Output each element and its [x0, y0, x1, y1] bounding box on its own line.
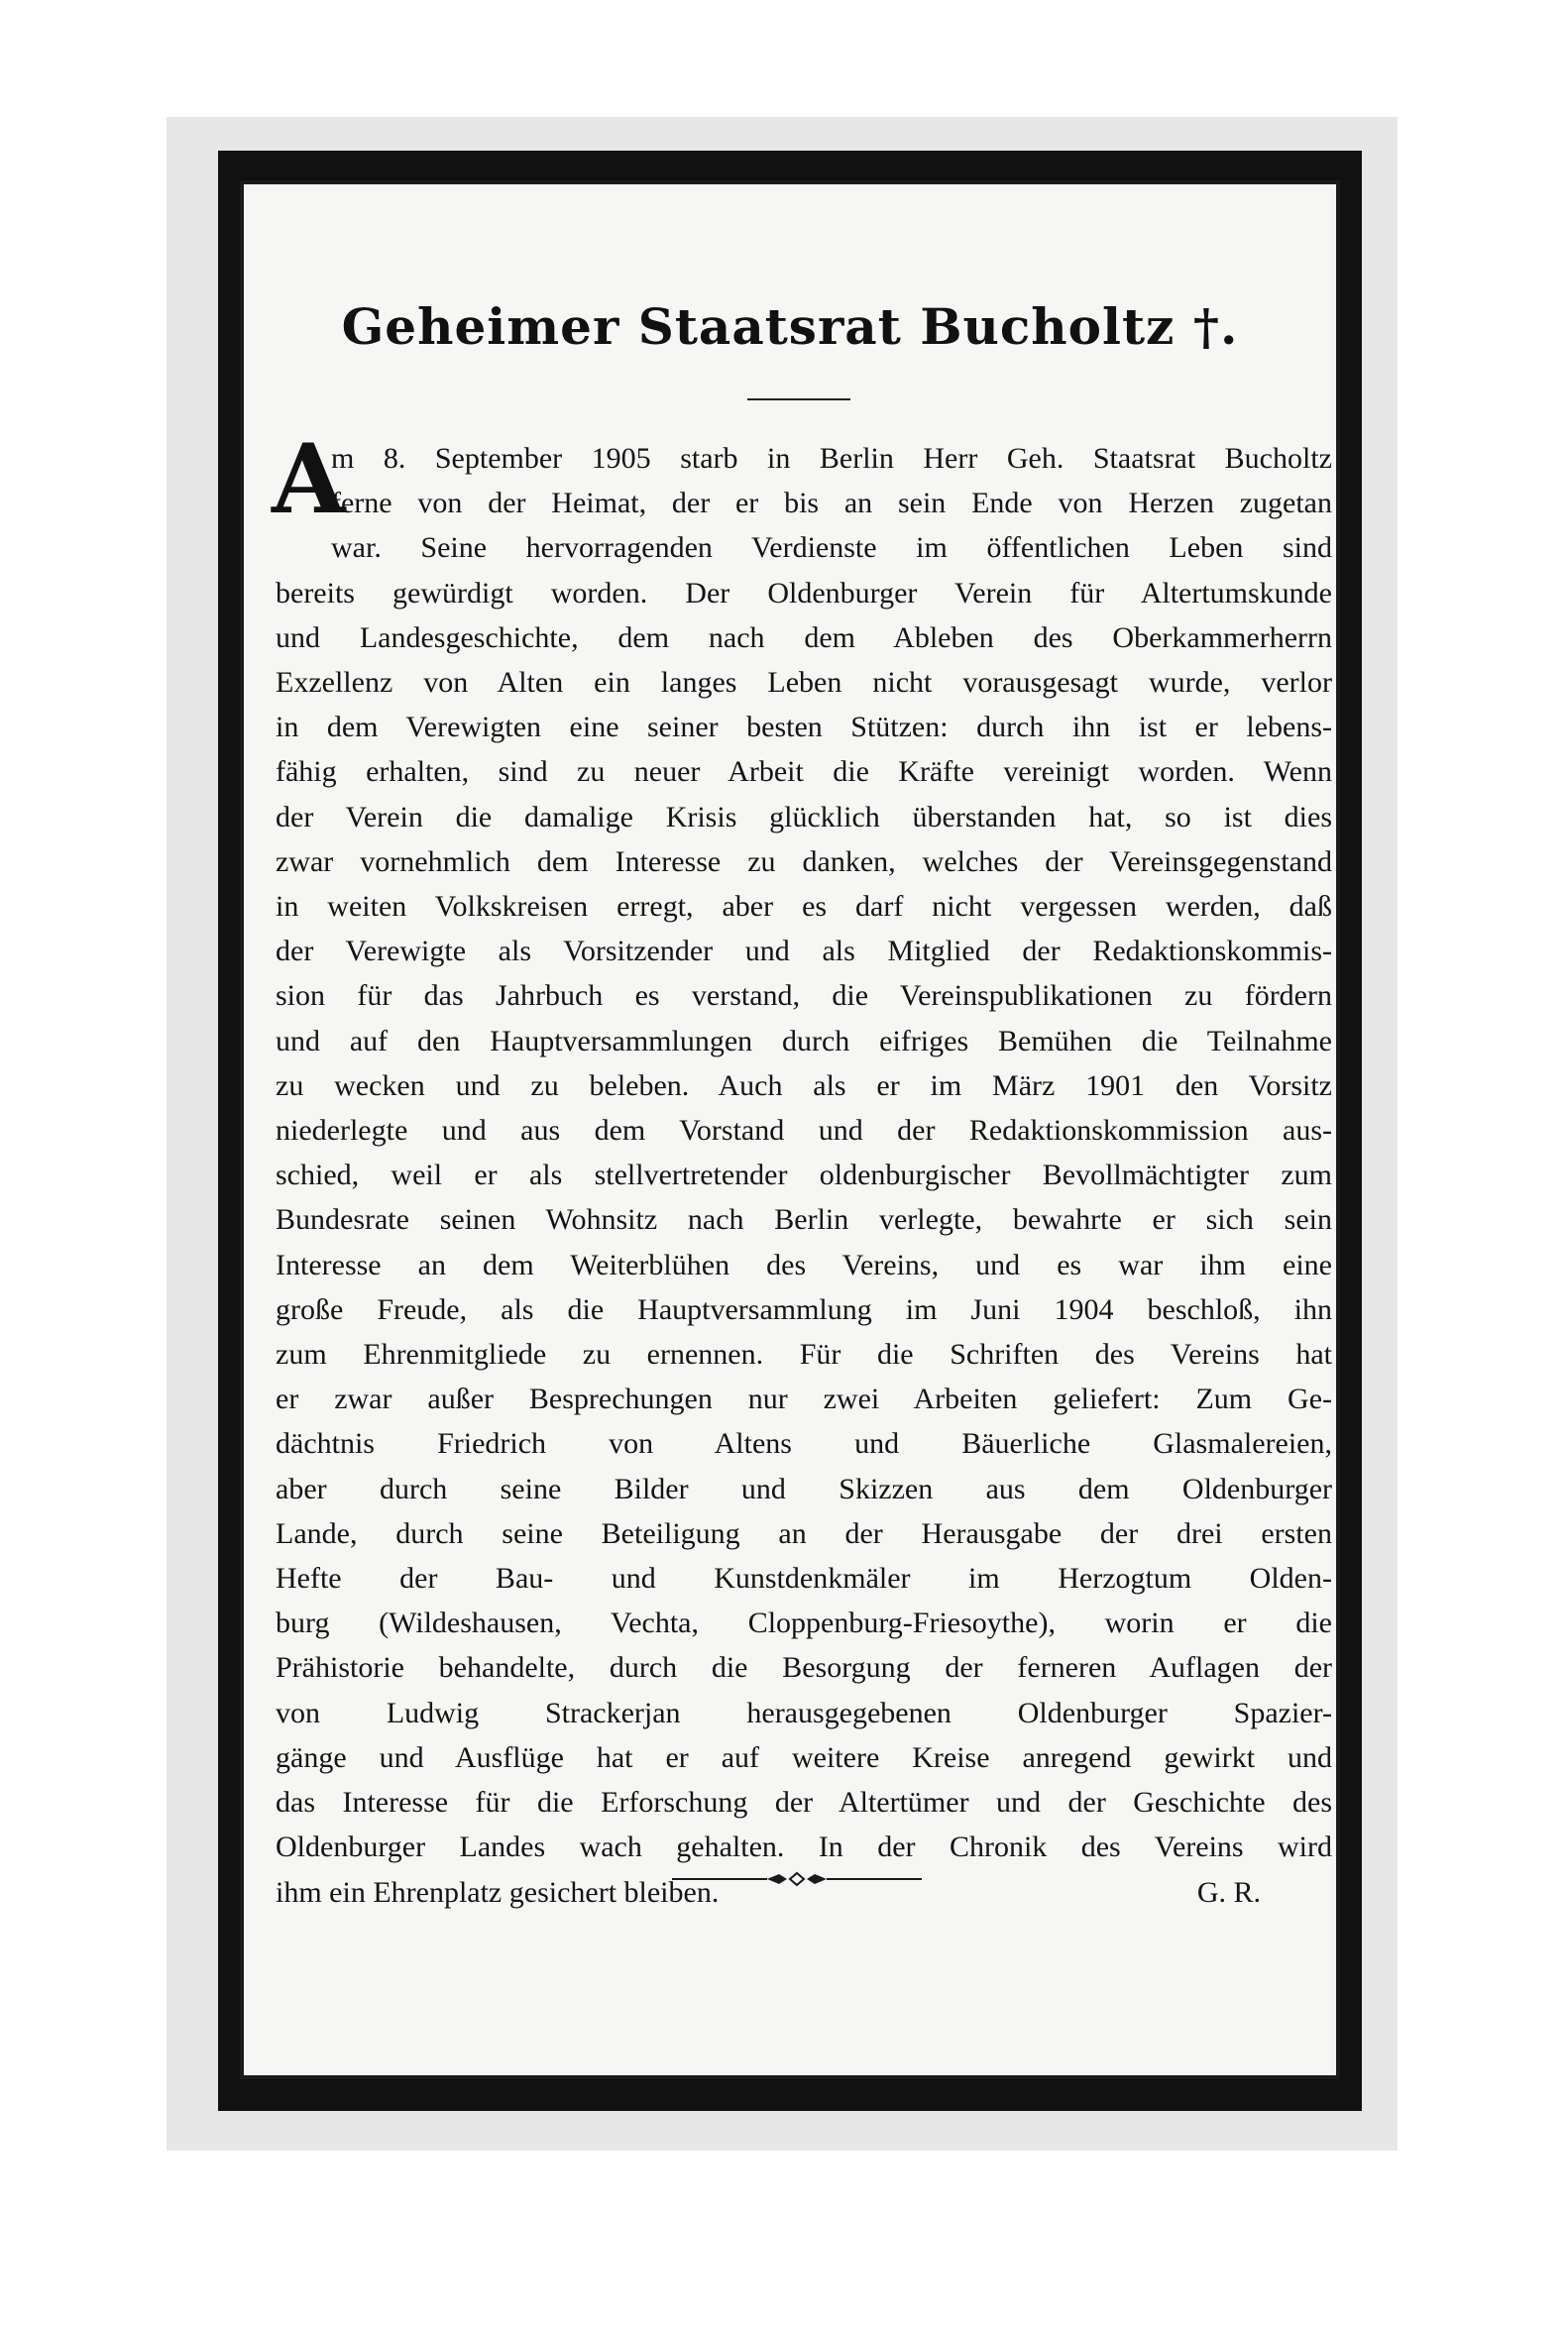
text-line: und Landesgeschichte, dem nach dem Ableben des Oberkammerherrn: [276, 620, 1332, 654]
drop-cap-letter: A: [272, 423, 346, 535]
text-line: zum Ehrenmitgliede zu ernennen. Für die Schriften des Vereins hat: [276, 1338, 1332, 1372]
text-line: zu wecken und zu beleben. Auch als er im März 1901 den Vorsitz: [276, 1068, 1332, 1102]
text-line: fähig erhalten, sind zu neuer Arbeit die Kräfte vereinigt worden. Wenn: [276, 755, 1332, 789]
text-line: in dem Verewigten eine seiner besten Stützen: durch ihn ist er lebens-: [276, 711, 1332, 744]
mourning-border-frame: [218, 151, 1362, 2111]
text-line: große Freude, als die Hauptversammlung im Juni 1904 beschloß, ihn: [276, 1292, 1332, 1326]
text-line: in weiten Volkskreisen erregt, aber es darf nicht vergessen werden, daß: [276, 890, 1332, 924]
text-line: er zwar außer Besprechungen nur zwei Arbeiten geliefert: Zum Ge-: [276, 1383, 1332, 1416]
last-line-text: ihm ein Ehrenplatz gesichert bleiben.: [276, 1875, 720, 1909]
text-line: das Interesse für die Erforschung der Altertümer und der Geschichte des: [276, 1786, 1332, 1820]
text-line: burg (Wildeshausen, Vechta, Cloppenburg-Friesoythe), worin er die: [276, 1607, 1332, 1640]
text-line: ferne von der Heimat, der er bis an sein Ende von Herzen zugetan: [331, 487, 1332, 520]
text-line: Oldenburger Landes wach gehalten. In der Chronik des Vereins wird: [276, 1830, 1332, 1864]
text-line: und auf den Hauptversammlungen durch eifriges Bemühen die Teilnahme: [276, 1024, 1332, 1057]
text-line: der Verewigte als Vorsitzender und als Mitglied der Redaktionskommis-: [276, 935, 1332, 968]
closing-ornament-icon: [672, 1869, 922, 1889]
text-line: gänge und Ausflüge hat er auf weitere Kreise anregend gewirkt und: [276, 1740, 1332, 1774]
text-line: Exzellenz von Alten ein langes Leben nicht vorausgesagt wurde, verlor: [276, 666, 1332, 700]
text-line: Prähistorie behandelte, durch die Besorgung der ferneren Auflagen der: [276, 1651, 1332, 1685]
author-signature: G. R.: [1196, 1875, 1261, 1909]
text-line: Hefte der Bau- und Kunstdenkmäler im Herzogtum Olden-: [276, 1562, 1332, 1596]
text-line: dächtnis Friedrich von Altens und Bäuerliche Glasmalereien,: [276, 1427, 1332, 1461]
text-line: war. Seine hervorragenden Verdienste im öffentlichen Leben sind: [331, 531, 1332, 565]
text-line: Bundesrate seinen Wohnsitz nach Berlin verlegte, bewahrte er sich sein: [276, 1203, 1332, 1237]
text-line: Lande, durch seine Beteiligung an der Herausgabe der drei ersten: [276, 1516, 1332, 1550]
obituary-body: [272, 423, 1332, 1915]
text-line: bereits gewürdigt worden. Der Oldenburger Verein für Altertumskunde: [276, 576, 1332, 610]
title-divider-rule: [747, 398, 850, 400]
text-line: zwar vornehmlich dem Interesse zu danken, welches der Vereinsgegenstand: [276, 844, 1332, 878]
text-line-1-content: m 8. September 1905 starb in Berlin Herr Geh. Staatsrat Bucholtz: [331, 442, 1332, 475]
text-line: niederlegte und aus dem Vorstand und der Redaktionskommission aus-: [276, 1114, 1332, 1148]
text-line: schied, weil er als stellvertretender oldenburgischer Bevollmächtigter zum: [276, 1159, 1332, 1192]
text-line: aber durch seine Bilder und Skizzen aus dem Oldenburger: [276, 1472, 1332, 1505]
text-line: Interesse an dem Weiterblühen des Vereins, und es war ihm eine: [276, 1248, 1332, 1281]
text-line: von Ludwig Strackerjan herausgegebenen Oldenburger Spazier-: [276, 1696, 1332, 1729]
obituary-title: Geheimer Staatsrat Bucholtz †.: [341, 297, 1239, 356]
text-line: der Verein die damalige Krisis glücklich überstanden hat, so ist dies: [276, 800, 1332, 833]
text-line: sion für das Jahrbuch es verstand, die Vereinspublikationen zu fördern: [276, 979, 1332, 1013]
